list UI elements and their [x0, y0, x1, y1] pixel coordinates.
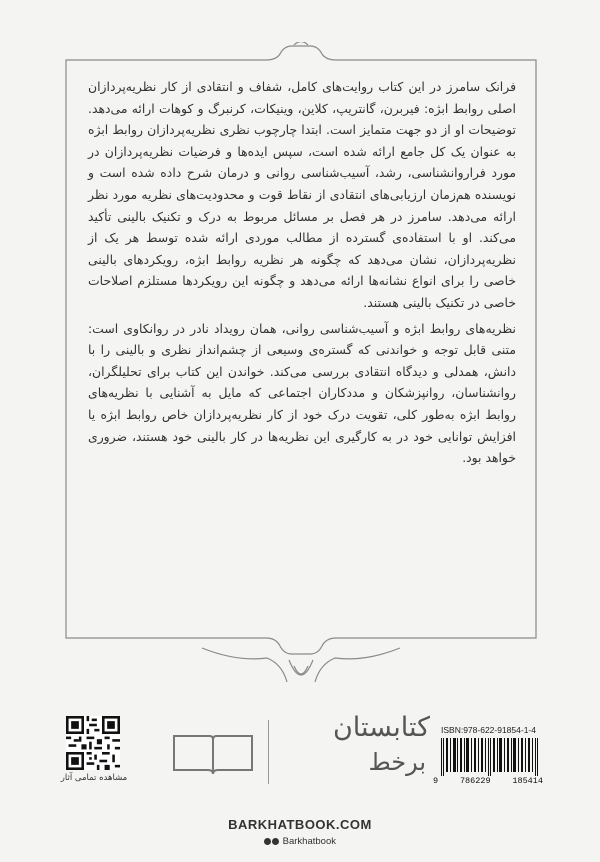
brand-name: کتابستان [332, 712, 430, 743]
telegram-icon [272, 838, 279, 845]
barcode-icon [441, 738, 539, 776]
website-link[interactable]: BARKHATBOOK.COM [228, 817, 372, 832]
logo-divider [268, 720, 269, 784]
social-handle-text: Barkhatbook [282, 836, 336, 847]
publisher-logo [168, 712, 430, 790]
qr-caption: مشاهده تمامی آثار [60, 773, 128, 783]
barcode-digit-group: 9 [433, 776, 439, 786]
brand-subtitle: برخط [368, 748, 426, 776]
qr-code-icon [66, 716, 120, 770]
back-cover-description [88, 76, 516, 473]
barcode-digit-group: 185414 [512, 776, 543, 786]
barcode-digits [433, 776, 543, 786]
open-book-icon [170, 730, 256, 778]
qr-code[interactable] [66, 716, 120, 770]
isbn-label: ISBN:978-622-91854-1-4 [441, 725, 536, 735]
social-handle[interactable] [0, 836, 600, 847]
description-paragraph-1: فرانک سامرز در این کتاب روایت‌های کامل، شفاف و انتقادی از کار نظریه‌پردازان اصلی روابط ابژه: فیربرن، گانتریپ، کلاین، وینیکات، کرنبرگ و کوهات ارائه می‌دهد. توضیحات او از دو جهت متمایز است. ابتدا چارچوب نظری نظریه‌پردازان روابط ابژه به عنوان یک کل جامع ارائه شده است، سپس ایده‌ها و فرضیات نظریه‌پردازان در مورد فراروانشناسی، رشد، آسیب‌شناسی روانی و درمان شرح داده شده است و نویسنده هم‌زمان ارزیابی‌های انتقادی از نقاط قوت و محدودیت‌های نظریه مورد نظر ارائه می‌دهد. سامرز در هر فصل بر مسائل مربوط به درک و تکنیک بالینی تأکید می‌کند. او با استفاده‌ی گسترده از مطالب موردی ارائه شده توسط هر یک از نظریه‌پردازان، نشان می‌دهد که چگونه هر نظریه روابط ابژه، رویکردهای بالینی خاصی را برای انواع نشانه‌ها ارائه می‌دهد و چگونه این رویکردها مستلزم اصلاحات خاصی در تکنیک بالینی هستند. [88, 79, 516, 310]
description-paragraph-2: نظریه‌های روابط ابژه و آسیب‌شناسی روانی، همان رویداد نادر در روانکاوی است: متنی قابل توجه و خواندنی که گستره‌ی وسیعی از چشم‌انداز نظری و بالینی را با دانش، همدلی و دیدگاه انتقادی بررسی می‌کند. خواندن این کتاب برای تحلیلگران، روانشناسان، روانپزشکان و مددکاران اجتماعی که مایل به آشنایی با نظریه‌های روابط ابژه به‌طور کلی، تقویت درک خود از کار نظریه‌پردازان خاص روابط ابژه یا افزایش توانایی خود در به کارگیری این نظریه‌ها در کار بالینی خود هستند، ضروری خواهد بود. [88, 320, 516, 466]
barcode-digit-group: 786229 [459, 776, 491, 786]
instagram-icon [264, 838, 271, 845]
